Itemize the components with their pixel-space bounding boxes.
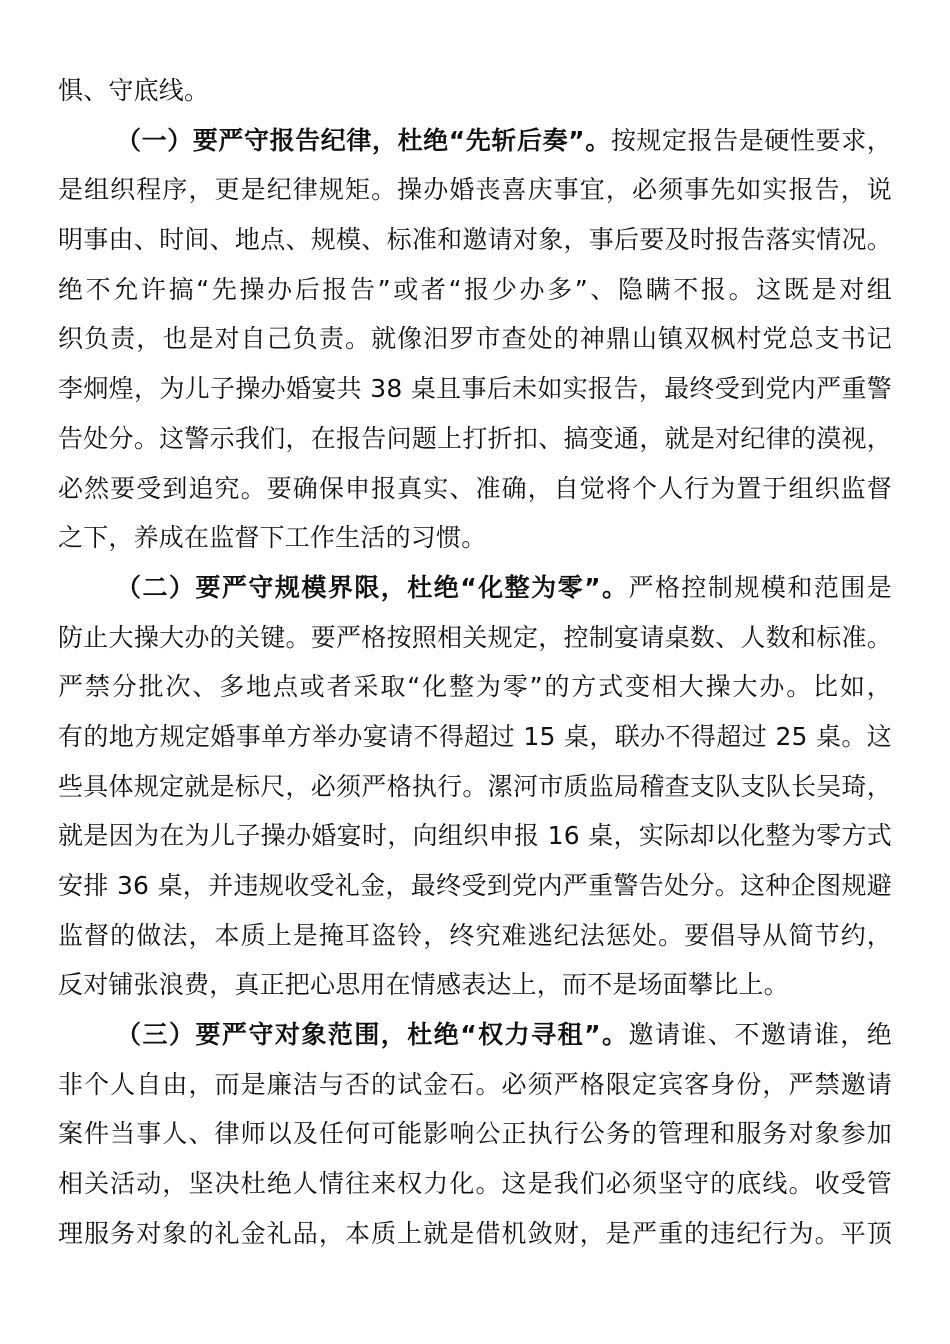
text-line: 相关活动，坚决杜绝人情往来权力化。这是我们必须坚守的底线。收受管 [58, 1169, 892, 1199]
text-line: 惧、守底线。 [58, 76, 210, 105]
text-line: 告处分。这警示我们，在报告问题上打折扣、搞变通，就是对纪律的漠视， [58, 423, 892, 453]
text-fragment: 严格控制规模和范围是 [628, 572, 892, 602]
text-line: 李炯煌，为儿子操办婚宴共 38 桌且事后未如实报告，最终受到党内严重警 [58, 374, 892, 404]
section-heading-3: （三）要严守对象范围，杜绝“权力寻租”。 [116, 1020, 629, 1050]
text-line: 有的地方规定婚事单方举办宴请不得超过 15 桌，联办不得超过 25 桌。这 [58, 721, 892, 751]
section-heading-1: （一）要严守报告纪律，杜绝“先斩后奏”。 [116, 125, 611, 155]
text-line: 反对铺张浪费，真正把心思用在情感表达上，而不是场面攀比上。 [58, 970, 789, 1000]
text-line: 之下，养成在监督下工作生活的习惯。 [58, 523, 487, 553]
text-line: 案件当事人、律师以及任何可能影响公正执行公务的管理和服务对象参加 [58, 1119, 892, 1149]
text-line: 必然要受到追究。要确保申报真实、准确，自觉将个人行为置于组织监督 [58, 473, 892, 503]
paragraph-continuation [58, 66, 892, 116]
text-line: 防止大操大办的关键。要严格按照相关规定，控制宴请桌数、人数和标准。 [58, 622, 892, 652]
text-line: 织负责，也是对自己负责。就像汨罗市查处的神鼎山镇双枫村党总支书记 [58, 324, 892, 354]
text-line: 是组织程序，更是纪律规矩。操办婚丧喜庆事宜，必须事先如实报告，说 [58, 175, 892, 205]
text-line [58, 563, 892, 613]
text-line: 些具体规定就是标尺，必须严格执行。漯河市质监局稽查支队支队长吴琦， [58, 771, 892, 801]
text-line: 就是因为在为儿子操办婚宴时，向组织申报 16 桌，实际却以化整为零方式 [58, 821, 892, 851]
text-fragment: 按规定报告是硬性要求， [610, 125, 892, 155]
paragraph-guest-scope [58, 1010, 892, 1258]
section-heading-2: （二）要严守规模界限，杜绝“化整为零”。 [116, 572, 629, 602]
text-line: 明事由、时间、地点、规模、标准和邀请对象，事后要及时报告落实情况。 [58, 225, 892, 255]
text-line: 非个人自由，而是廉洁与否的试金石。必须严格限定宾客身份，严禁邀请 [58, 1069, 892, 1099]
document-page [58, 66, 892, 1259]
text-line: 安排 36 桌，并违规收受礼金，最终受到党内严重警告处分。这种企图规避 [58, 871, 892, 900]
text-line: 监督的做法，本质上是掩耳盗铃，终究难逃纪法惩处。要倡导从简节约， [58, 920, 892, 950]
paragraph-report-discipline [58, 116, 892, 563]
text-line: 绝不允许搞“先操办后报告”或者“报少办多”、隐瞒不报。这既是对组 [58, 274, 892, 304]
text-line [58, 1010, 892, 1060]
paragraph-scale-limits [58, 563, 892, 1010]
text-line [58, 116, 892, 166]
text-line: 严禁分批次、多地点或者采取“化整为零”的方式变相大操大办。比如， [58, 672, 892, 702]
text-line: 理服务对象的礼金礼品，本质上就是借机敛财，是严重的违纪行为。平顶 [58, 1218, 892, 1248]
text-fragment: 邀请谁、不邀请谁，绝 [628, 1020, 892, 1050]
